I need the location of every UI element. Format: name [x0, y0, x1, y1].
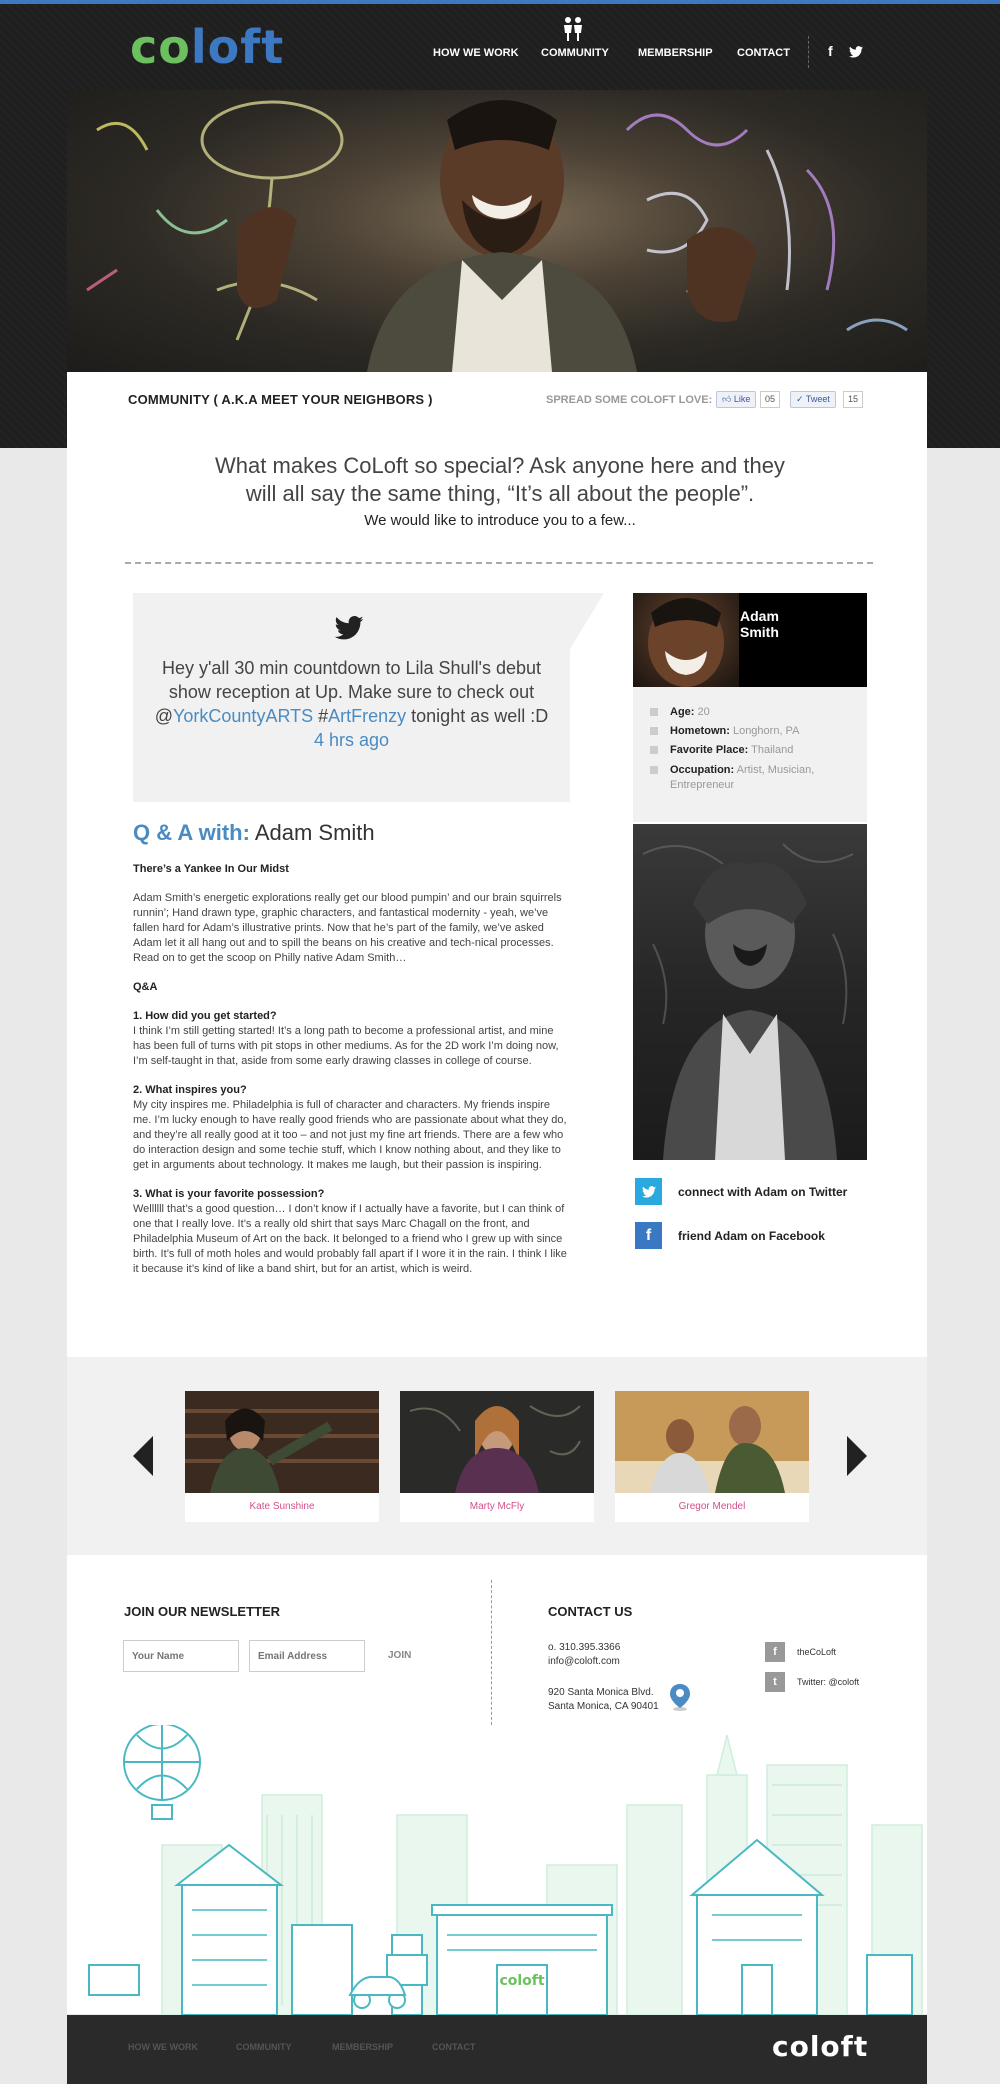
qa-article	[133, 862, 569, 1291]
tweet-count: 15	[843, 391, 863, 408]
tweet-bird-icon: ✓	[796, 394, 804, 404]
qa-heading	[133, 820, 375, 846]
qa-question: 3. What is your favorite possession?	[133, 1188, 325, 1200]
city-skyline-illustration	[67, 1725, 927, 2015]
profile-age-value: 20	[697, 706, 710, 718]
intro-headline	[130, 452, 870, 508]
nav-membership[interactable]: MEMBERSHIP	[638, 47, 713, 59]
tweet-text-part: Hey y'all 30 min countdown to Lila Shull's debut show reception at Up. Make sure to check out @	[154, 658, 542, 726]
member-photo-illustration	[185, 1391, 379, 1493]
tweet-hashtag-link[interactable]: ArtFrenzy	[328, 706, 407, 726]
member-name: Gregor Mendel	[678, 1501, 746, 1512]
tweet-text-part: tonight as well :D	[406, 706, 549, 726]
page-title: COMMUNITY ( A.K.A MEET YOUR NEIGHBORS )	[128, 392, 433, 407]
profile-hometown-label: Hometown:	[670, 725, 730, 737]
logo-text: coloft	[130, 20, 285, 74]
share-label: SPREAD SOME COLOFT LOVE:	[546, 394, 713, 406]
bullet-icon	[650, 727, 658, 735]
profile-facebook-link[interactable]	[635, 1222, 825, 1249]
map-pin-icon[interactable]	[670, 1684, 690, 1712]
facebook-like-button[interactable]	[716, 391, 756, 408]
nav-divider	[808, 36, 810, 68]
contact-facebook-label: theCoLoft	[797, 1647, 837, 1657]
qa-subtitle: There’s a Yankee In Our Midst	[133, 863, 289, 875]
bullet-icon	[650, 766, 658, 774]
profile-place-row	[650, 743, 850, 758]
member-photo-illustration	[615, 1391, 809, 1493]
member-name: Kate Sunshine	[249, 1501, 315, 1512]
contact-phone: o. 310.395.3366	[548, 1642, 621, 1653]
like-label: Like	[733, 394, 751, 404]
profile-age-label: Age:	[670, 706, 695, 718]
footer-nav-how-we-work[interactable]: HOW WE WORK	[128, 2042, 198, 2052]
nav-contact[interactable]: CONTACT	[737, 47, 790, 59]
profile-first-name: Adam	[740, 608, 779, 624]
city-sign-text: coloft	[499, 1973, 545, 1989]
qa-question: 1. How did you get started?	[133, 1010, 277, 1022]
contact-address-line1: 920 Santa Monica Blvd.	[548, 1687, 654, 1698]
newsletter-email-input[interactable]	[249, 1640, 365, 1672]
profile-last-name: Smith	[740, 624, 779, 640]
member-card[interactable]	[400, 1391, 594, 1522]
avatar-illustration	[633, 593, 739, 687]
qa-heading-name: Adam Smith	[254, 820, 375, 845]
member-photo	[400, 1391, 594, 1493]
nav-community[interactable]: COMMUNITY	[541, 47, 609, 59]
twitter-icon: t	[765, 1672, 785, 1692]
bullet-icon	[650, 746, 658, 754]
tweet-text	[150, 656, 553, 752]
profile-hometown-value: Longhorn, PA	[732, 725, 800, 737]
twitter-link-label: connect with Adam on Twitter	[678, 1184, 848, 1199]
like-count: 05	[760, 391, 780, 408]
footer-nav-community[interactable]: COMMUNITY	[236, 2042, 292, 2052]
tweet-time-link[interactable]: 4 hrs ago	[313, 730, 390, 750]
bw-photo-illustration	[633, 824, 867, 1160]
newsletter-join-button[interactable]: JOIN	[388, 1650, 412, 1661]
member-photo	[615, 1391, 809, 1493]
profile-occupation-label: Occupation:	[670, 764, 735, 776]
carousel-prev-arrow-icon[interactable]	[133, 1436, 153, 1476]
profile-age-row	[650, 705, 850, 720]
nav-how-we-work[interactable]: HOW WE WORK	[433, 47, 519, 59]
contact-twitter-label: Twitter: @coloft	[797, 1677, 860, 1687]
footer-logo[interactable]: coloft	[772, 2030, 869, 2063]
community-people-icon	[560, 16, 586, 42]
member-photo-illustration	[400, 1391, 594, 1493]
hero-chalk-art	[67, 90, 927, 372]
tweet-button[interactable]	[790, 391, 836, 408]
member-card[interactable]	[185, 1391, 379, 1522]
contact-address-line2: Santa Monica, CA 90401	[548, 1701, 659, 1712]
hero-image	[67, 90, 927, 372]
qa-question: 2. What inspires you?	[133, 1084, 247, 1096]
tweet-label: Tweet	[805, 394, 830, 404]
profile-name	[740, 608, 779, 640]
twitter-icon	[635, 1178, 662, 1205]
contact-twitter-link[interactable]	[765, 1672, 859, 1692]
facebook-icon[interactable]: f	[828, 43, 833, 59]
intro-headline-line1: What makes CoLoft so special? Ask anyone here and they	[215, 453, 785, 478]
footer-divider	[491, 1580, 492, 1725]
profile-place-label: Favorite Place:	[670, 744, 749, 756]
city-skyline-art	[67, 1725, 927, 2015]
qa-answer: My city inspires me. Philadelphia is full of character and characters. My friends inspire me. I’m lucky enough to have really good friends who are passionate about what they do, and they’re all really good at it too – and not just my fine art friends. There are a few who do interaction design and some techie stuff, which I know nothing about, and they like to get in arguments about technology. It makes me laugh, but their passion is inspiring.	[133, 1099, 567, 1171]
profile-bw-photo	[633, 824, 867, 1160]
profile-avatar	[633, 593, 739, 687]
newsletter-name-input[interactable]	[123, 1640, 239, 1672]
intro-headline-line2: will all say the same thing, “It’s all about the people”.	[245, 481, 755, 506]
tweet-mention-link[interactable]: YorkCountyARTS	[173, 706, 314, 726]
contact-email[interactable]: info@coloft.com	[548, 1656, 620, 1667]
qa-section-label: Q&A	[133, 981, 158, 993]
newsletter-title: JOIN OUR NEWSLETTER	[124, 1604, 281, 1619]
facebook-link-label: friend Adam on Facebook	[678, 1228, 825, 1243]
section-divider	[125, 562, 873, 564]
qa-answer: Wellllll that’s a good question… I don’t know if I actually have a favorite, but I can think of one that I really love. It’s a really old shirt that says Marc Chagall on the front, and Philadelphia Museum of Art on the back. It belonged to a friend who I grew up with since birth. It’s full of moth holes and would probably fall apart if I wore it in the rain. I think I like it because it’s kind of like a band shirt, but for an artist, which is weird.	[133, 1203, 567, 1275]
profile-hometown-row	[650, 724, 850, 739]
member-photo	[185, 1391, 379, 1493]
intro-subheadline: We would like to introduce you to a few...	[364, 512, 636, 529]
profile-occupation-row	[650, 763, 850, 793]
footer-nav-membership[interactable]: MEMBERSHIP	[332, 2042, 394, 2052]
qa-answer: I think I’m still getting started! It’s a long path to become a professional artist, and mine has been full of turns with pit stops in other mediums. As for the 2D work I’m doing now, I’m self-taught in that, aside from some early drawing classes in college of course.	[133, 1025, 559, 1067]
bullet-icon	[650, 708, 658, 716]
footer-nav-contact[interactable]: CONTACT	[432, 2042, 476, 2052]
member-card[interactable]	[615, 1391, 809, 1522]
carousel-next-arrow-icon[interactable]	[847, 1436, 867, 1476]
tweet-text-part: #	[313, 706, 329, 726]
contact-facebook-link[interactable]	[765, 1642, 836, 1662]
qa-heading-label: Q & A with:	[133, 820, 250, 845]
qa-intro: Adam Smith’s energetic explorations really get our blood pumpin’ and our brain squirrels runnin’; Hand drawn type, graphic characters, and fantastical modernity - yeah, we’ve fallen hard for Adam’s illustrative prints. Now that he’s part of the family, we’ve asked Adam let it all hang out and to spill the beans on his creative and tech-nical processes. Read on to get the scoop on Philly native Adam Smith…	[133, 892, 562, 964]
profile-occupation-value: Artist, Musician, Entrepreneur	[670, 764, 815, 791]
coloft-logo[interactable]	[130, 22, 284, 72]
contact-title: CONTACT US	[548, 1604, 633, 1619]
facebook-icon: f	[765, 1642, 785, 1662]
member-name: Marty McFly	[469, 1501, 525, 1512]
thumbs-up-icon: 👍︎	[722, 394, 732, 404]
twitter-icon[interactable]	[849, 46, 863, 58]
profile-twitter-link[interactable]	[635, 1178, 847, 1205]
tweet-pointer	[570, 593, 604, 649]
twitter-bird-icon	[334, 616, 364, 640]
facebook-icon: f	[635, 1222, 662, 1249]
profile-place-value: Thailand	[751, 744, 794, 756]
